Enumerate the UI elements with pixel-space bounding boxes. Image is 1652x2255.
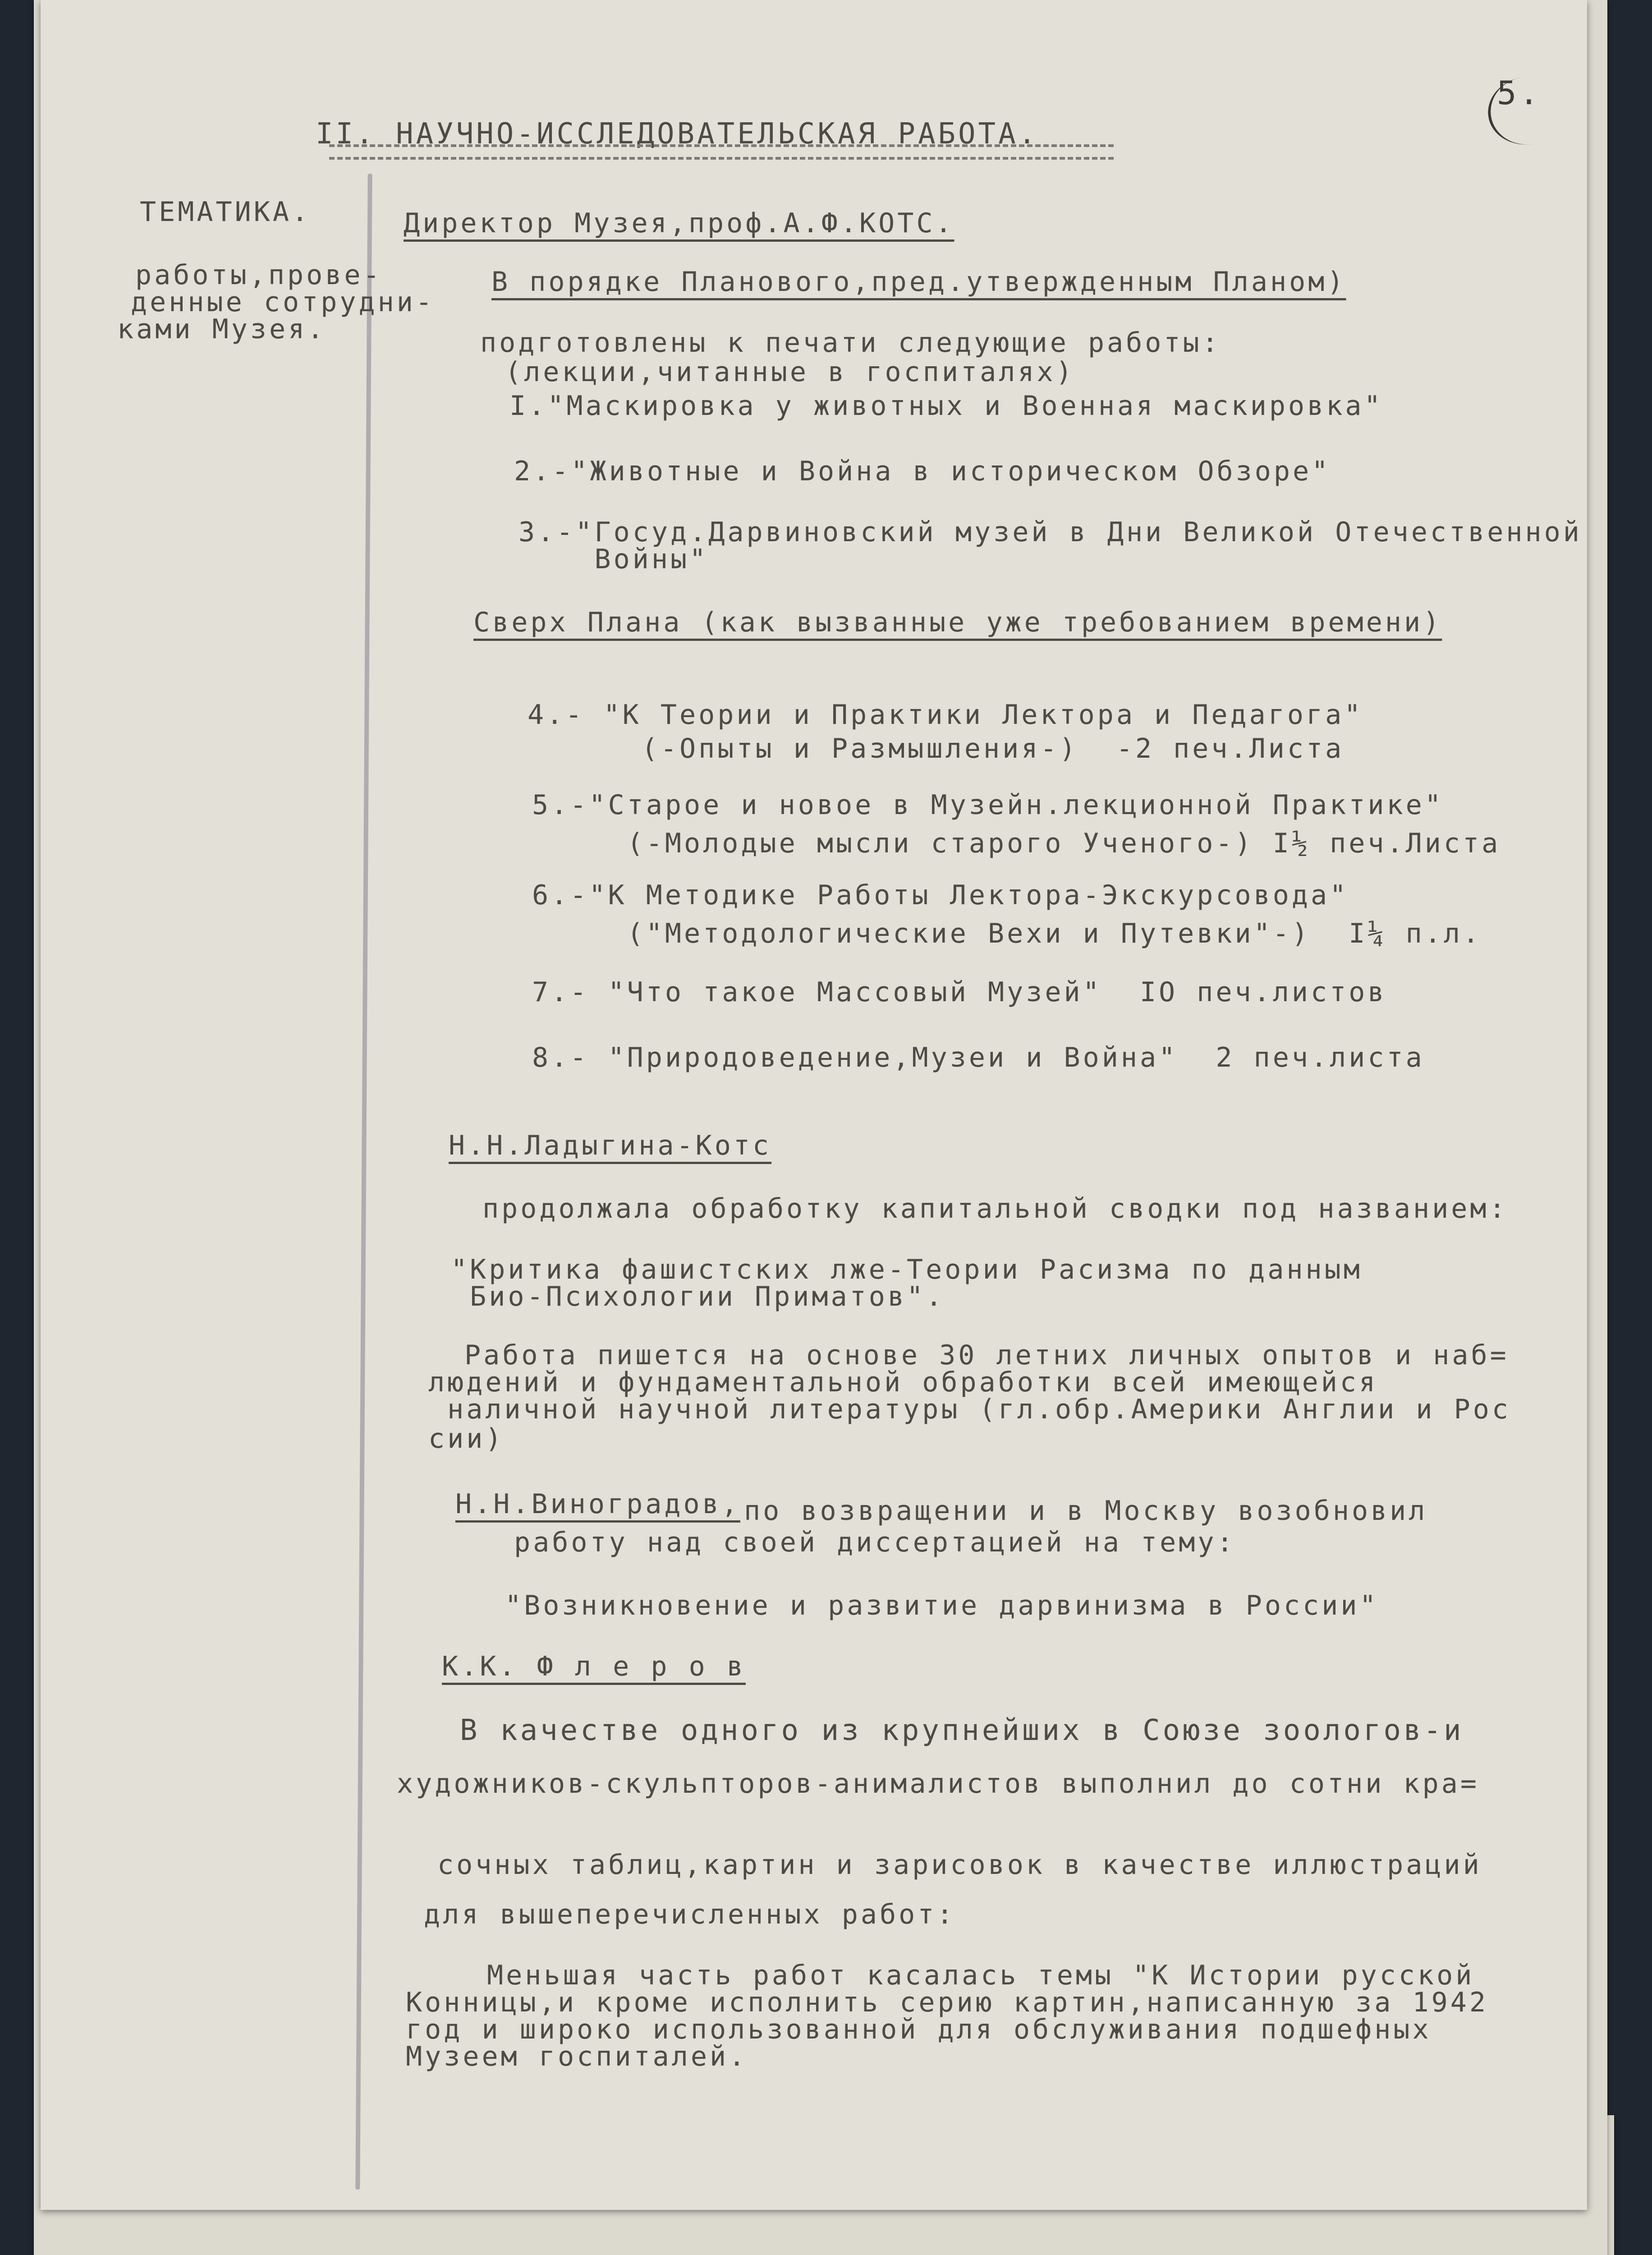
flerov-line: сочных таблиц,картин и зарисовок в качестве иллюстраций [437,1849,1482,1881]
extra-work-item: 6.-"К Методике Работы Лектора-Экскурсовода" [532,879,1349,911]
intro-line: (лекции,читанные в госпиталях) [505,356,1075,388]
director-title: Директор Музея,проф.А.Ф.КОТС. [404,207,954,239]
flerov-line: год и широко использованной для обслуживания подшефных [406,2014,1432,2045]
ladygina-line: людений и фундаментальной обработки всей имеющейся [428,1367,1378,1398]
over-plan-line: Сверх Плана (как вызванные уже требованием времени) [473,607,1442,638]
plan-line: В порядке Планового,пред.утвержденным Планом) [491,266,1346,298]
extra-work-item: (-Молодые мысли старого Ученого-) I½ печ.Листа [532,828,1501,859]
section-title: II. НАУЧНО-ИССЛЕДОВАТЕЛЬСКАЯ РАБОТА. [316,117,1039,151]
flerov-line: для вышеперечисленных работ: [424,1899,956,1930]
ladygina-line: Био-Психологии Приматов". [451,1281,945,1312]
ladygina-line: наличной научной литературы (гл.обр.Америки Англии и Рос [428,1394,1511,1425]
extra-work-item: 7.- "Что такое Массовый Музей" IO печ.листов [532,976,1387,1008]
work-item: 3.-"Госуд.Дарвиновский музей в Дни Великой Отечественной [519,516,1582,548]
vinogradov-line: "Возникновение и развитие дарвинизма в России" [505,1590,1379,1621]
extra-work-item: 4.- "К Теории и Практики Лектора и Педагога" [528,699,1363,731]
column-divider [355,174,372,2190]
document-page [41,0,1587,2210]
flerov-line: В качестве одного из крупнейших в Союзе зоологов-и [460,1714,1464,1747]
extra-work-item: ("Методологические Вехи и Путевки"-) I¼ п.л. [532,918,1482,949]
vinogradov-name: Н.Н.Виноградов, [455,1488,740,1520]
left-note-line: ками Музея. [117,313,326,345]
work-item: Войны" [519,543,709,575]
vinogradov-line: по возвращении и в Москву возобновил [744,1495,1428,1527]
work-item: I."Маскировка у животных и Военная маскировка" [509,390,1383,422]
flerov-name: К.К. Ф л е р о в [442,1651,746,1682]
work-item: 2.-"Животные и Война в историческом Обзоре" [514,456,1331,487]
ladygina-line: продолжала обработку капитальной сводки под названием: [482,1193,1508,1224]
vinogradov-line: работу над своей диссертацией на тему: [514,1527,1236,1558]
left-heading: ТЕМАТИКА. [140,196,311,228]
page-number: 5. [1497,74,1542,112]
intro-line: подготовлены к печати следующие работы: [480,327,1221,359]
flerov-line: Музеем госпиталей. [406,2041,748,2072]
ladygina-line: Работа пишется на основе 30 летних личных опытов и наб= [464,1339,1509,1371]
left-note-line: работы,прове- [135,259,382,291]
flerov-line: Меньшая часть работ касалась темы "К Истории русской [487,1960,1475,1991]
ladygina-line: "Критика фашистских лже-Теории Расизма по данным [451,1254,1363,1285]
ladygina-line: сии) [428,1423,505,1454]
flerov-line: Конницы,и кроме исполнить серию картин,написанную за 1942 [406,1987,1489,2018]
extra-work-item: 5.-"Старое и новое в Музейн.лекционной Практике" [532,789,1444,821]
extra-work-item: (-Опыты и Размышления-) -2 печ.Листа [528,733,1345,764]
ladygina-name: Н.Н.Ладыгина-Котс [449,1130,772,1161]
title-double-rule [329,144,1114,160]
extra-work-item: 8.- "Природоведение,Музеи и Война" 2 печ.листа [532,1042,1425,1073]
left-note-line: денные сотрудни- [131,286,435,318]
flerov-line: художников-скульпторов-анималистов выполнил до сотни кра= [397,1768,1480,1799]
